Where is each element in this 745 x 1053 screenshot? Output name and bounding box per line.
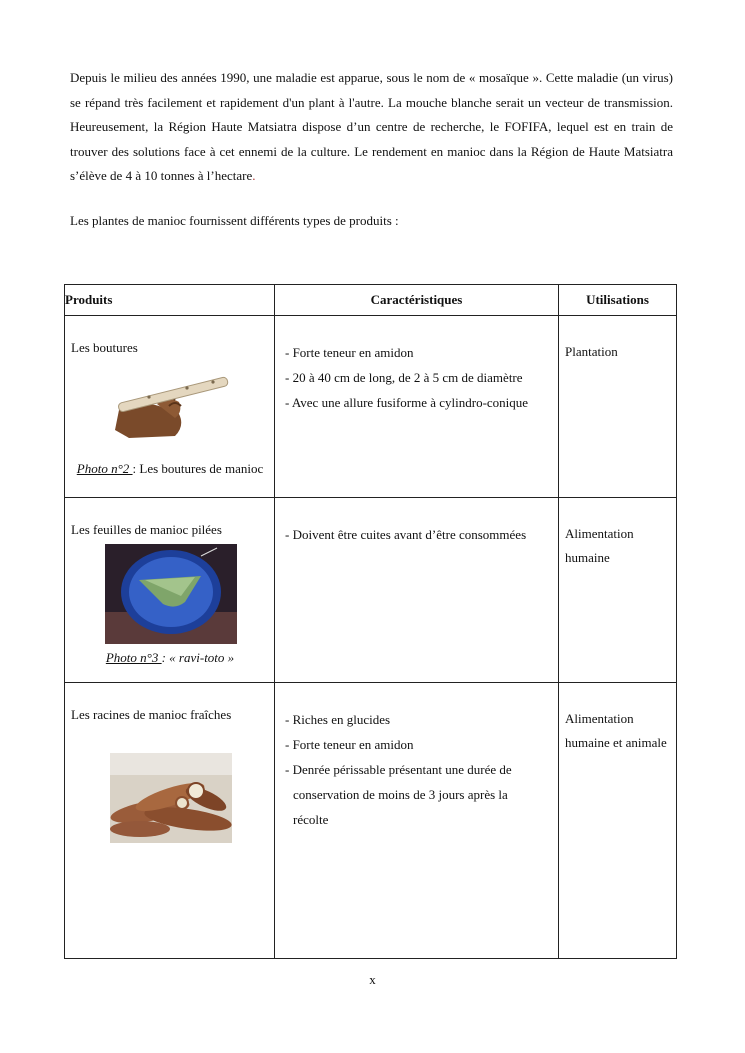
product-cell (65, 316, 275, 498)
page-number: x (369, 972, 376, 987)
photo-ref: Photo n°2 (76, 461, 133, 476)
header-characteristics: Caractéristiques (275, 285, 559, 316)
header-uses: Utilisations (559, 285, 677, 316)
caption-text: : Les boutures de manioc (132, 461, 264, 476)
characteristics-cell (275, 316, 559, 498)
table-row (65, 498, 677, 683)
roots-photo (110, 753, 232, 843)
uses-text: Alimentation humaine (565, 526, 634, 565)
characteristic-item: - Avec une allure fusiforme à cylindro-conique (285, 395, 529, 410)
uses-cell (559, 683, 677, 959)
characteristic-item: - Riches en glucides (285, 712, 391, 727)
characteristic-item: - Forte teneur en amidon (285, 737, 414, 752)
characteristics-list (285, 707, 540, 832)
intro-text: Depuis le milieu des années 1990, une maladie est apparue, sous le nom de « mosaïque ». Cette maladie (un virus) se répand très facilement et rapidement d'un plant à l'autre. La mouche blanche serait un vecteur de transmission. Heureusement, la Région Haute Matsiatra dispose d’un centre de recherche, le FOFIFA, lequel est en train de trouver des solutions face à cet ennemi de la culture. Le rendement en manioc dans la Région de Haute Matsiatra s’élève de 4 à 10 tonnes à l’hectare (70, 70, 673, 183)
characteristic-item: - Doivent être cuites avant d’être consommées (285, 527, 527, 542)
intro-tail: . (252, 168, 256, 183)
characteristic-item: - 20 à 40 cm de long, de 2 à 5 cm de diamètre (285, 370, 523, 385)
characteristics-cell (275, 683, 559, 959)
product-name: Les feuilles de manioc pilées (71, 522, 222, 537)
cutting-photo (109, 360, 233, 438)
table-row (65, 683, 677, 959)
uses-text: Plantation (565, 344, 618, 359)
characteristic-item: - Forte teneur en amidon (285, 345, 414, 360)
products-table (64, 284, 677, 959)
caption-text: : « ravi-toto » (161, 650, 235, 665)
uses-cell (559, 498, 677, 683)
photo-caption (65, 646, 275, 670)
products-intro: Les plantes de manioc fournissent différents types de produits : (70, 213, 399, 228)
product-name: Les boutures (71, 340, 138, 355)
characteristics-cell (275, 498, 559, 683)
photo-caption (65, 457, 275, 481)
intro-paragraph (70, 66, 673, 189)
header-products: Produits (65, 285, 275, 316)
product-cell (65, 498, 275, 683)
product-cell (65, 683, 275, 959)
uses-text: Alimentation humaine et animale (565, 711, 667, 750)
product-name: Les racines de manioc fraîches (71, 707, 232, 722)
table-row (65, 316, 677, 498)
leaves-photo (105, 544, 237, 644)
characteristics-list (285, 340, 540, 415)
table-header-row (65, 285, 677, 316)
photo-ref: Photo n°3 (105, 650, 162, 665)
characteristic-item: - Denrée périssable présentant une durée de conservation de moins de 3 jours après la récolte (285, 762, 512, 827)
uses-cell (559, 316, 677, 498)
characteristics-list (285, 522, 540, 547)
